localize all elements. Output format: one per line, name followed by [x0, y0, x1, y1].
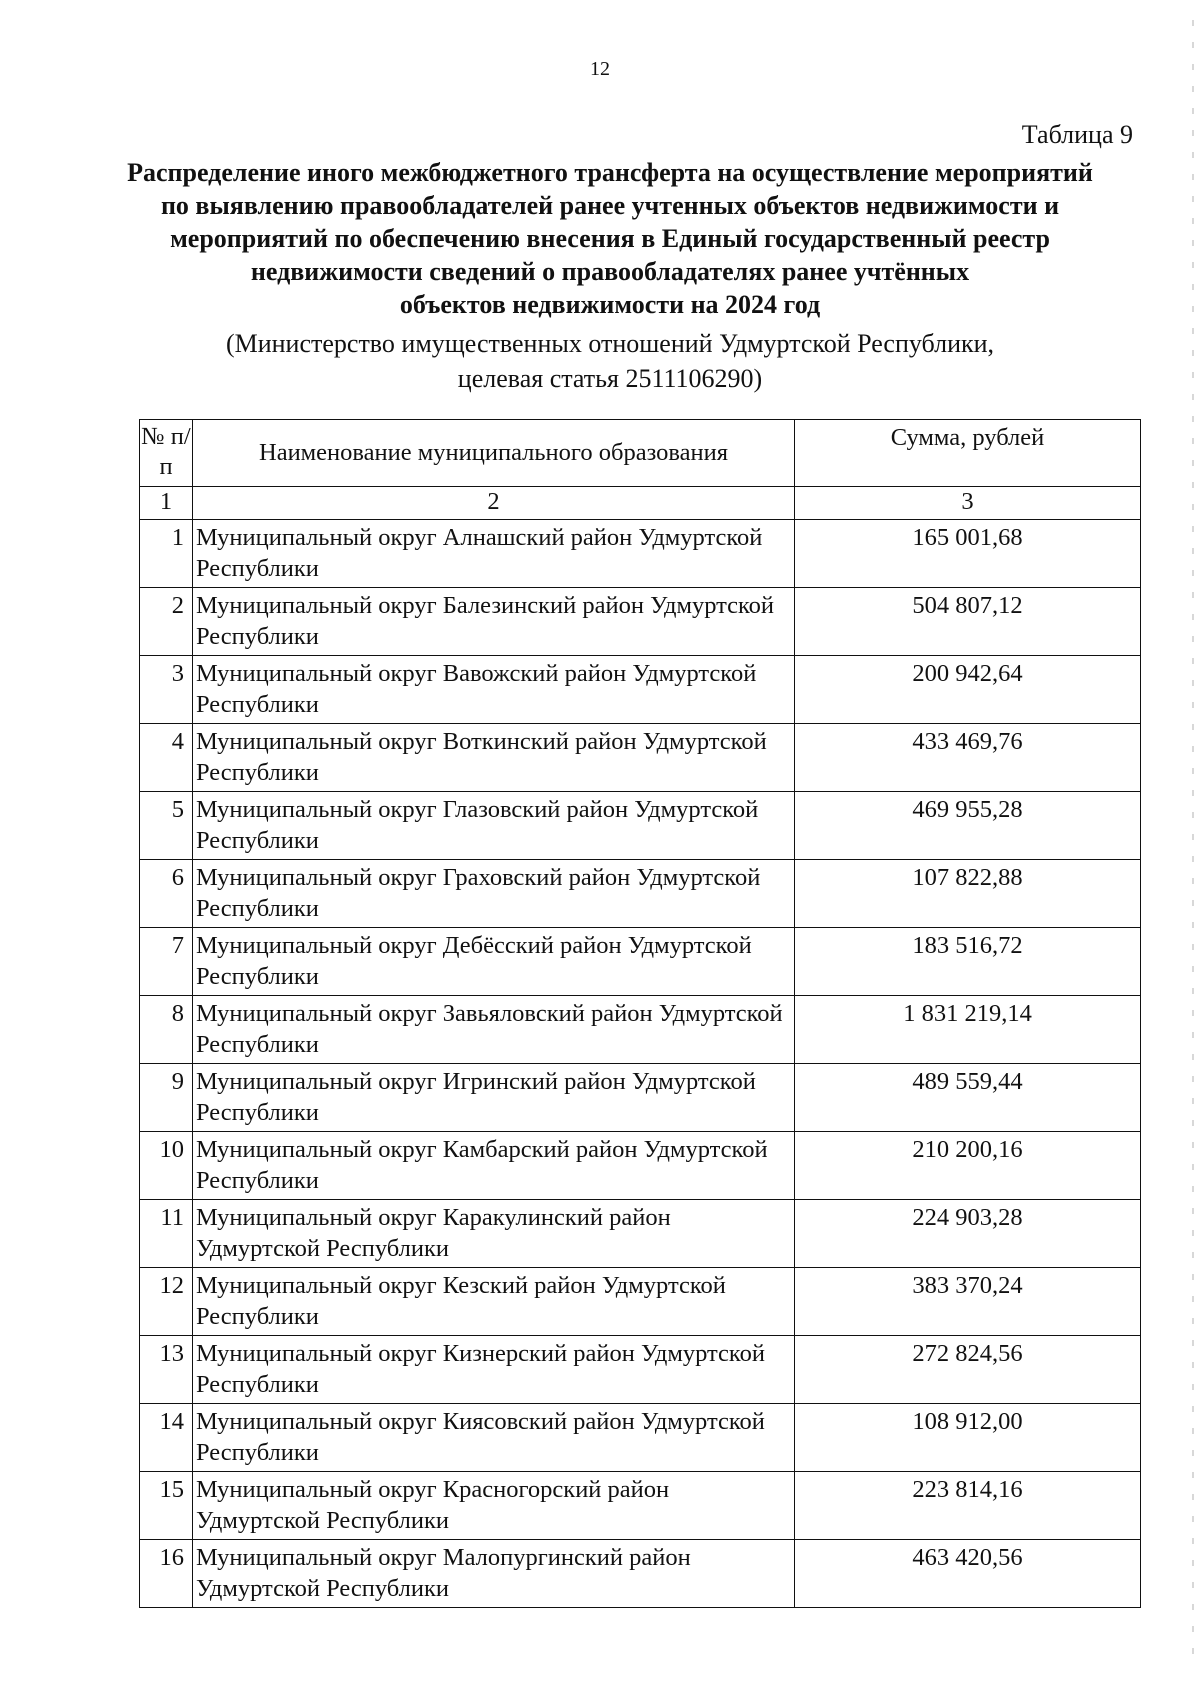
- table-row: [140, 588, 1141, 656]
- municipality-name: Муниципальный округ Граховский район Удмуртской Республики: [193, 860, 795, 928]
- row-number: 3: [140, 656, 193, 724]
- scan-edge-marks: [1192, 20, 1194, 1660]
- table-row: [140, 1472, 1141, 1540]
- table-row: [140, 1132, 1141, 1200]
- row-number: 12: [140, 1268, 193, 1336]
- header-name: Наименование муниципального образования: [193, 420, 795, 487]
- distribution-table: [139, 419, 1141, 1608]
- municipality-name: Муниципальный округ Камбарский район Удмуртской Республики: [193, 1132, 795, 1200]
- row-number: 6: [140, 860, 193, 928]
- column-index: 1: [140, 487, 193, 520]
- municipality-name: Муниципальный округ Алнашский район Удмуртской Республики: [193, 520, 795, 588]
- municipality-name: Муниципальный округ Дебёсский район Удмуртской Республики: [193, 928, 795, 996]
- title-line: по выявлению правообладателей ранее учтенных объектов недвижимости и: [160, 191, 1060, 220]
- municipality-name: Муниципальный округ Кезский район Удмуртской Республики: [193, 1268, 795, 1336]
- municipality-name: Муниципальный округ Игринский район Удмуртской Республики: [193, 1064, 795, 1132]
- municipality-name: Муниципальный округ Кизнерский район Удмуртской Республики: [193, 1336, 795, 1404]
- amount-rubles: 183 516,72: [795, 928, 1141, 996]
- municipality-name: Муниципальный округ Малопургинский район Удмуртской Республики: [193, 1540, 795, 1608]
- municipality-name: Муниципальный округ Каракулинский район Удмуртской Республики: [193, 1200, 795, 1268]
- table-row: [140, 996, 1141, 1064]
- row-number: 1: [140, 520, 193, 588]
- table-row: [140, 928, 1141, 996]
- amount-rubles: 224 903,28: [795, 1200, 1141, 1268]
- row-number: 13: [140, 1336, 193, 1404]
- amount-rubles: 107 822,88: [795, 860, 1141, 928]
- municipality-name: Муниципальный округ Красногорский район Удмуртской Республики: [193, 1472, 795, 1540]
- table-row: [140, 1336, 1141, 1404]
- document-subtitle: [110, 326, 1110, 396]
- municipality-name: Муниципальный округ Балезинский район Удмуртской Республики: [193, 588, 795, 656]
- table-row: [140, 520, 1141, 588]
- document-title: [110, 156, 1110, 321]
- column-index: 2: [193, 487, 795, 520]
- table-row: [140, 1268, 1141, 1336]
- row-number: 10: [140, 1132, 193, 1200]
- table-row: [140, 1540, 1141, 1608]
- amount-rubles: 469 955,28: [795, 792, 1141, 860]
- amount-rubles: 200 942,64: [795, 656, 1141, 724]
- amount-rubles: 504 807,12: [795, 588, 1141, 656]
- table-row: [140, 792, 1141, 860]
- row-number: 14: [140, 1404, 193, 1472]
- title-line: мероприятий по обеспечению внесения в Единый государственный реестр: [170, 224, 1050, 253]
- header-sum: Сумма, рублей: [795, 420, 1141, 487]
- table-header-row: [140, 420, 1141, 487]
- amount-rubles: 108 912,00: [795, 1404, 1141, 1472]
- table-row: [140, 656, 1141, 724]
- municipality-name: Муниципальный округ Киясовский район Удмуртской Республики: [193, 1404, 795, 1472]
- amount-rubles: 489 559,44: [795, 1064, 1141, 1132]
- title-line: объектов недвижимости на 2024 год: [399, 290, 821, 319]
- amount-rubles: 165 001,68: [795, 520, 1141, 588]
- title-line: Распределение иного межбюджетного трансферта на осуществление мероприятий: [127, 158, 1093, 187]
- amount-rubles: 210 200,16: [795, 1132, 1141, 1200]
- amount-rubles: 1 831 219,14: [795, 996, 1141, 1064]
- amount-rubles: 223 814,16: [795, 1472, 1141, 1540]
- row-number: 11: [140, 1200, 193, 1268]
- municipality-name: Муниципальный округ Вавожский район Удмуртской Республики: [193, 656, 795, 724]
- row-number: 5: [140, 792, 193, 860]
- table-row: [140, 1200, 1141, 1268]
- municipality-name: Муниципальный округ Глазовский район Удмуртской Республики: [193, 792, 795, 860]
- table-number: Таблица 9: [1021, 120, 1133, 149]
- row-number: 7: [140, 928, 193, 996]
- amount-rubles: 463 420,56: [795, 1540, 1141, 1608]
- column-index: 3: [795, 487, 1141, 520]
- subtitle-line: целевая статья 2511106290): [457, 364, 763, 393]
- title-line: недвижимости сведений о правообладателях ранее учтённых: [250, 257, 970, 286]
- row-number: 16: [140, 1540, 193, 1608]
- amount-rubles: 433 469,76: [795, 724, 1141, 792]
- row-number: 4: [140, 724, 193, 792]
- municipality-name: Муниципальный округ Завьяловский район Удмуртской Республики: [193, 996, 795, 1064]
- municipality-name: Муниципальный округ Воткинский район Удмуртской Республики: [193, 724, 795, 792]
- row-number: 9: [140, 1064, 193, 1132]
- table-body: [140, 520, 1141, 1608]
- table-row: [140, 1404, 1141, 1472]
- page-number: 12: [590, 58, 610, 80]
- row-number: 2: [140, 588, 193, 656]
- table-row: [140, 724, 1141, 792]
- table-row: [140, 860, 1141, 928]
- amount-rubles: 383 370,24: [795, 1268, 1141, 1336]
- header-num: № п/п: [140, 420, 193, 487]
- row-number: 8: [140, 996, 193, 1064]
- column-index-row: [140, 487, 1141, 520]
- amount-rubles: 272 824,56: [795, 1336, 1141, 1404]
- subtitle-line: (Министерство имущественных отношений Удмуртской Республики,: [225, 329, 995, 358]
- table-row: [140, 1064, 1141, 1132]
- row-number: 15: [140, 1472, 193, 1540]
